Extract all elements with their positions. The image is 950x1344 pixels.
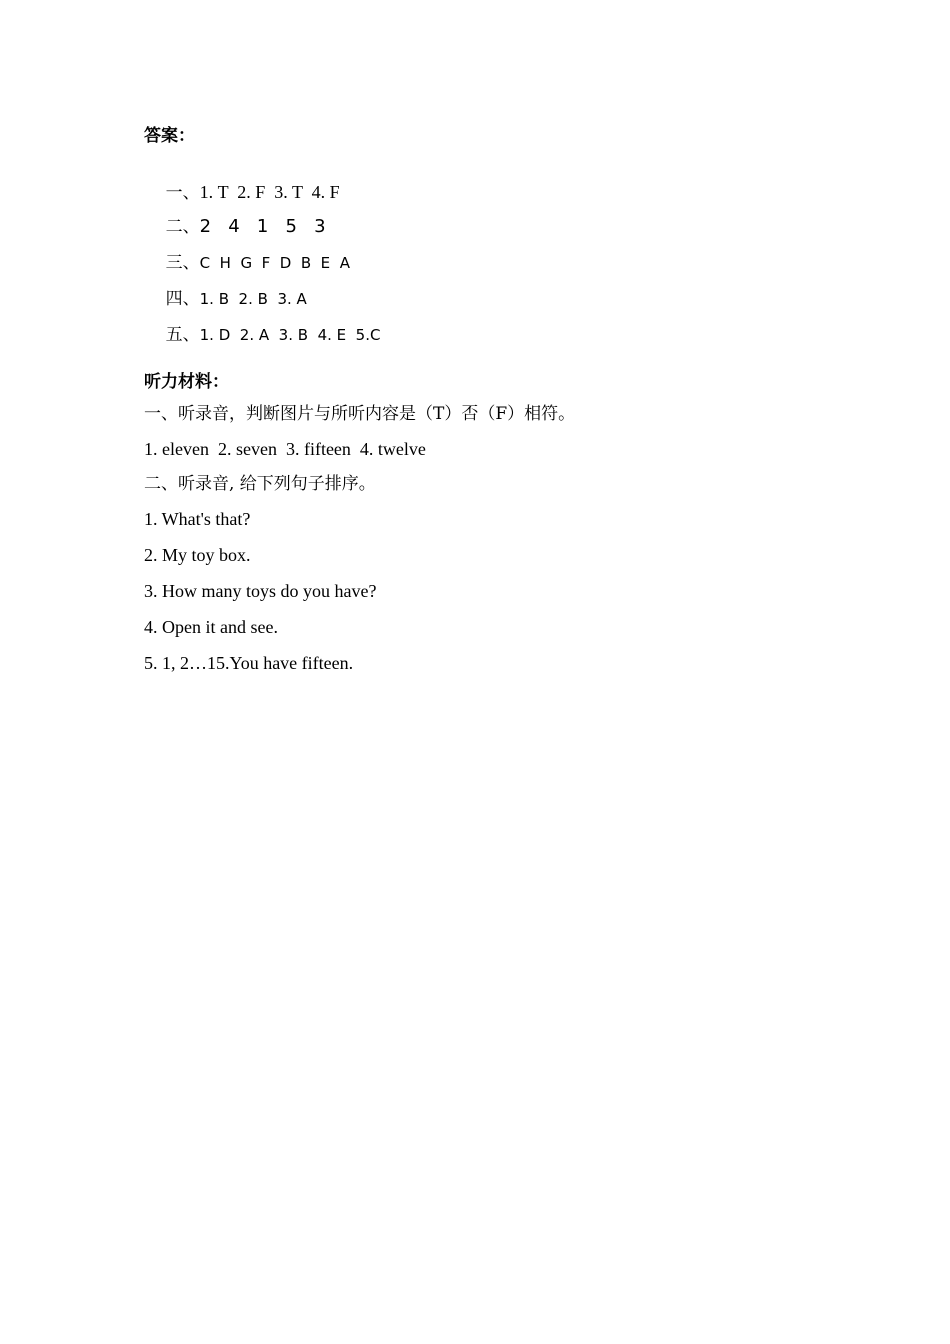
listening-item: 4. Open it and see. [144,617,278,637]
answer-line-5 [144,302,380,368]
answer-line-prefix: 三、 [165,253,200,273]
listening-section2-title: 二、听录音, 给下列句子排序。 [144,474,376,494]
listening-item: 1. What's that? [144,509,251,529]
answer-line-content: 1. T 2. F 3. T 4. F [199,182,340,202]
answer-line-content: 2 4 1 5 3 [199,216,326,237]
listening-section1-title: 一、听录音，判断图片与所听内容是（T）否（F）相符。 [144,404,576,424]
answer-line-prefix: 四、 [165,289,200,309]
listening-section1-content: 1. eleven 2. seven 3. fifteen 4. twelve [144,439,426,459]
answer-line-content: 1. D 2. A 3. B 4. E 5.C [199,326,381,344]
listening-item: 5. 1, 2…15.You have fifteen. [144,653,354,673]
answer-line-prefix: 五、 [165,325,200,345]
answer-line-prefix: 一、 [165,183,200,203]
listening-heading: 听力材料： [144,372,229,392]
answer-line-content: 1. B 2. B 3. A [199,290,307,308]
listening-item: 2. My toy box. [144,545,251,565]
answers-heading: 答案： [144,126,195,146]
answer-line-content: C H G F D B E A [199,254,350,272]
answer-line-prefix: 二、 [165,217,200,237]
listening-item: 3. How many toys do you have? [144,581,377,601]
